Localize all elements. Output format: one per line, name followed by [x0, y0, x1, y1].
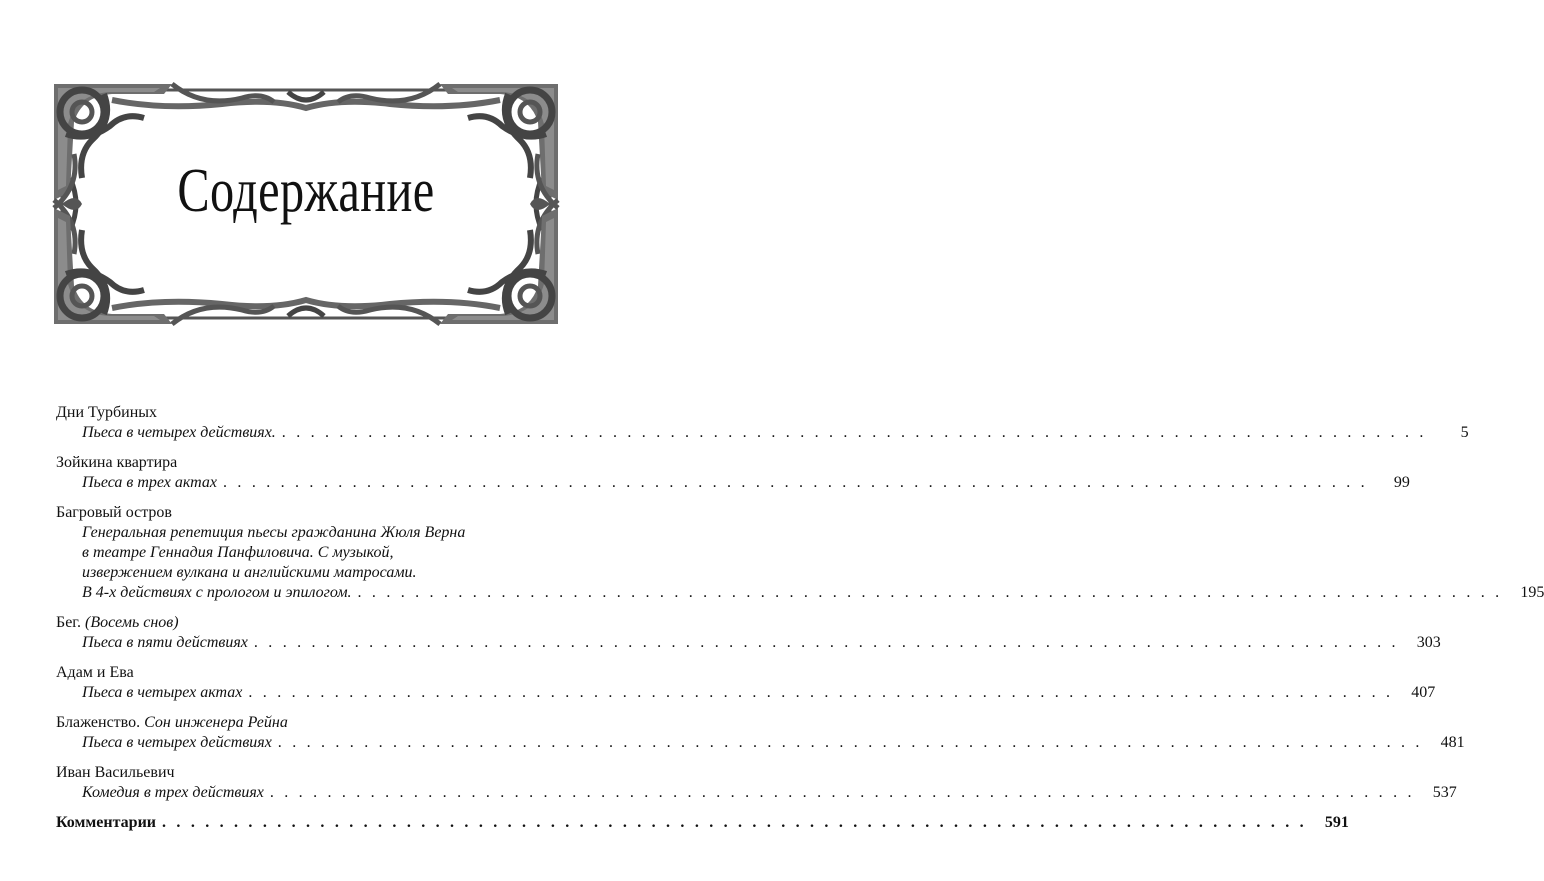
entry-title-text: Блаженство. — [56, 714, 141, 731]
entry-page-row — [56, 633, 1441, 653]
entry-title-text: Иван Васильевич — [56, 764, 175, 781]
entry-subtitle-line: Генеральная репетиция пьесы гражданина Жюля Верна — [82, 524, 466, 541]
page-number: 407 — [1411, 684, 1436, 701]
entry-subtitle-line: извержением вулкана и английскими матросами. — [82, 564, 417, 581]
entry-page-row — [56, 583, 1544, 603]
dot-leader: . . . . . . . . . . . . . . . . . . . . . . . . . . . . . . . . . . . . . . . . . . . . . . . . . . . . . . . . . . . . . . . . . . . . . . . . . . . . . . . . — [248, 684, 1394, 701]
entry-title-text: Комментарии — [56, 814, 157, 831]
entry-title — [56, 663, 558, 683]
entry-title — [56, 763, 558, 783]
entry-subtitle: Пьеса в четырех действиях. — [82, 424, 276, 441]
entry-title-extra: Сон инженера Рейна — [144, 714, 288, 731]
dot-leader: . . . . . . . . . . . . . . . . . . . . . . . . . . . . . . . . . . . . . . . . . . . . . . . . . . . . . . . . . . . . . . . . . . . . . . . . . . . . . . . . — [269, 784, 1415, 801]
entry-title — [56, 613, 558, 633]
toc-entry — [56, 763, 1457, 803]
page-number: 537 — [1432, 784, 1457, 801]
page-number: 5 — [1460, 424, 1469, 441]
dot-leader: . . . . . . . . . . . . . . . . . . . . . . . . . . . . . . . . . . . . . . . . . . . . . . . . . . . . . . . . . . . . . . . . . . . . . . . . . . . . . . . . — [162, 814, 1307, 831]
entry-page-row — [56, 423, 1469, 443]
page-number: 481 — [1440, 734, 1465, 751]
toc-entry — [56, 453, 1410, 493]
dot-leader: . . . . . . . . . . . . . . . . . . . . . . . . . . . . . . . . . . . . . . . . . . . . . . . . . . . . . . . . . . . . . . . . . . . . . . . . . . . . . . . . — [281, 424, 1427, 441]
dot-leader: . . . . . . . . . . . . . . . . . . . . . . . . . . . . . . . . . . . . . . . . . . . . . . . . . . . . . . . . . . . . . . . . . . . . . . . . . . . . . . . . — [357, 584, 1503, 601]
page-number: 195 — [1520, 584, 1544, 601]
page-number: 303 — [1416, 634, 1441, 651]
toc-entry — [56, 613, 1441, 653]
toc-entry — [56, 403, 1469, 443]
page-number: 591 — [1324, 814, 1349, 831]
dot-leader: . . . . . . . . . . . . . . . . . . . . . . . . . . . . . . . . . . . . . . . . . . . . . . . . . . . . . . . . . . . . . . . . . . . . . . . . . . . . . . . . — [223, 474, 1368, 491]
entry-title-text: Зойкина квартира — [56, 454, 178, 471]
entry-subtitle: В 4-х действиях с прологом и эпилогом. — [82, 584, 352, 601]
entry-title — [56, 403, 558, 423]
entry-subtitle: Комедия в трех действиях — [82, 784, 264, 801]
entry-title — [56, 713, 558, 733]
entry-subtitle: Пьеса в четырех актах — [82, 684, 243, 701]
entry-page-row — [56, 733, 1465, 753]
entry-title-text: Адам и Ева — [56, 664, 134, 681]
page-title: Содержание — [177, 157, 435, 225]
table-of-contents — [56, 403, 1544, 833]
entry-subtitle: Пьеса в пяти действиях — [82, 634, 248, 651]
entry-title-text: Бег. — [56, 614, 82, 631]
entry-subtitle: Пьеса в четырех действиях — [82, 734, 272, 751]
entry-subtitle-line: в театре Геннадия Панфиловича. С музыкой, — [82, 544, 394, 561]
page-number: 99 — [1393, 474, 1410, 491]
dot-leader: . . . . . . . . . . . . . . . . . . . . . . . . . . . . . . . . . . . . . . . . . . . . . . . . . . . . . . . . . . . . . . . . . . . . . . . . . . . . . . . . — [277, 734, 1423, 751]
entry-title-text: Дни Турбиных — [56, 404, 158, 421]
entry-title-extra: (Восемь снов) — [85, 614, 179, 631]
toc-entry — [56, 503, 1544, 603]
toc-entry — [56, 713, 1465, 753]
dot-leader: . . . . . . . . . . . . . . . . . . . . . . . . . . . . . . . . . . . . . . . . . . . . . . . . . . . . . . . . . . . . . . . . . . . . . . . . . . . . . . . . — [253, 634, 1399, 651]
entry-title — [56, 453, 558, 473]
entry-title-text: Багровый остров — [56, 504, 172, 521]
entry-title — [56, 503, 558, 523]
entry-page-row — [56, 783, 1457, 803]
toc-entry — [56, 663, 1436, 703]
entry-page-row — [56, 473, 1410, 493]
entry-page-row — [56, 683, 1436, 703]
entry-subtitle: Пьеса в трех актах — [82, 474, 218, 491]
toc-entry-comments — [56, 813, 1349, 833]
